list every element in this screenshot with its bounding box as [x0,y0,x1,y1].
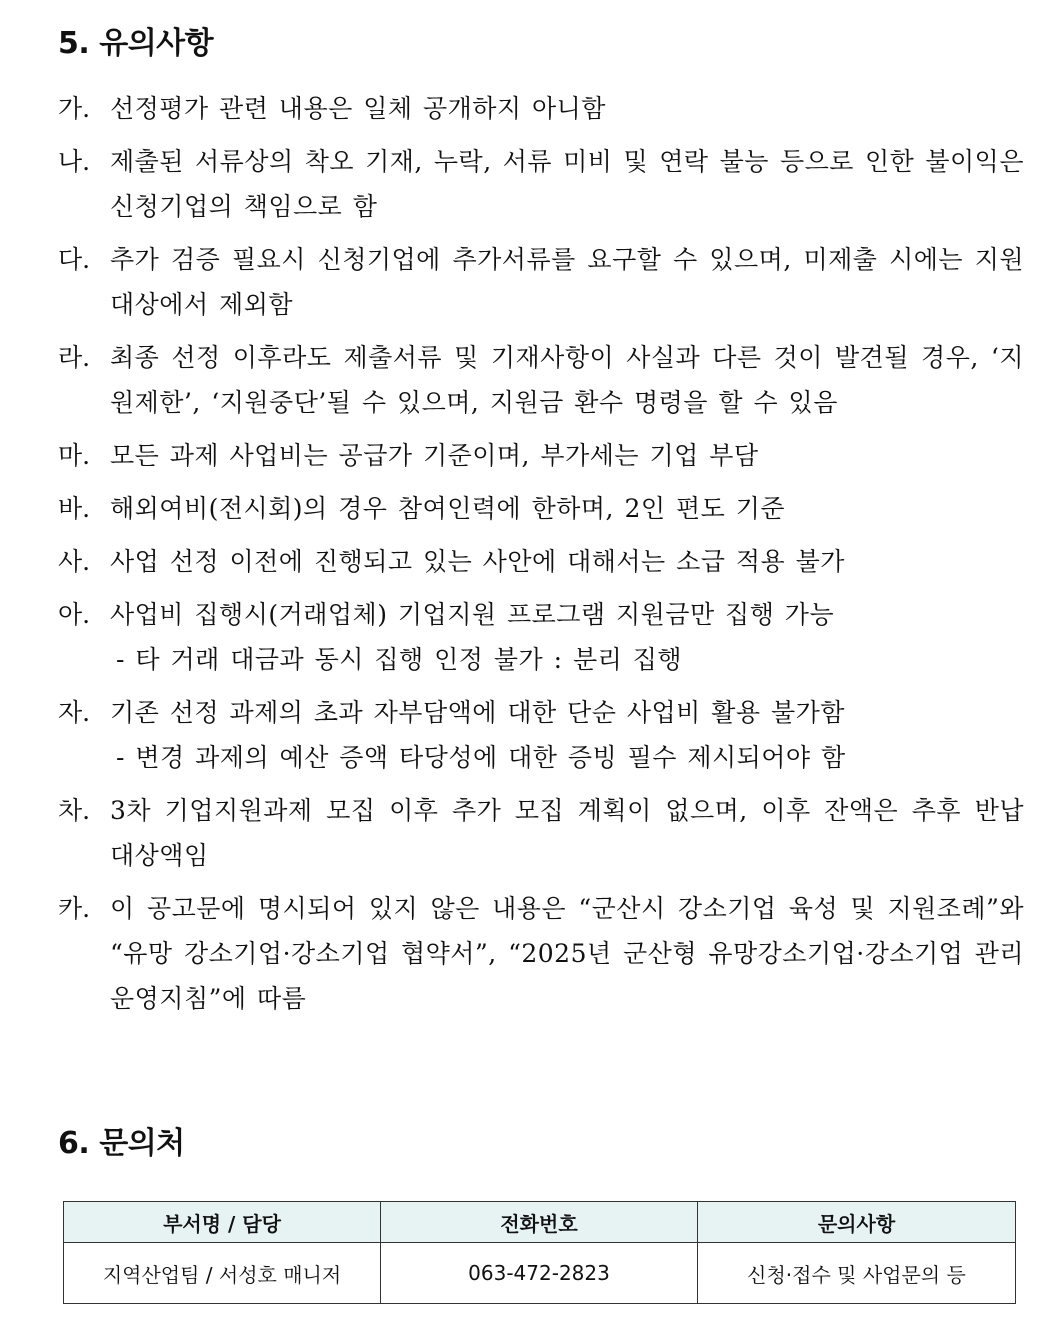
inquiry-cell: 신청·접수 및 사업문의 등 [698,1243,1016,1304]
notice-text: 기존 선정 과제의 초과 자부담액에 대한 단순 사업비 활용 불가함 [110,698,845,727]
notice-marker: 자. [58,698,91,727]
notice-list [58,86,1024,1029]
notice-text: 이 공고문에 명시되어 있지 않은 내용은 “군산시 강소기업 육성 및 지원조례”와 “유망 강소기업·강소기업 협약서”, “2025년 군산형 유망강소기업·강소기업 관리운영지침”에 따름 [110,894,1024,1013]
column-header-phone: 전화번호 [381,1202,698,1243]
column-header-inquiry: 문의사항 [698,1202,1016,1243]
notice-subtext: - 타 거래 대금과 동시 집행 인정 불가 : 분리 집행 [116,645,683,674]
column-header-department: 부서명 / 담당 [64,1202,381,1243]
notice-item [58,886,1024,1021]
notice-text: 제출된 서류상의 착오 기재, 누락, 서류 미비 및 연락 불능 등으로 인한 불이익은 신청기업의 책임으로 함 [110,147,1024,221]
notice-item [58,335,1024,425]
notice-marker: 나. [58,147,91,176]
table-row [64,1243,1016,1304]
notice-item [58,592,1024,682]
notice-marker: 마. [58,441,91,470]
notice-text: 모든 과제 사업비는 공급가 기준이며, 부가세는 기업 부담 [110,441,759,470]
notice-marker: 사. [58,547,91,576]
phone-cell: 063-472-2823 [381,1243,698,1304]
notice-item [58,139,1024,229]
notice-marker: 라. [58,343,91,372]
contact-table [63,1201,1016,1304]
notice-text: 사업비 집행시(거래업체) 기업지원 프로그램 지원금만 집행 가능 [110,600,835,629]
notice-item [58,690,1024,780]
notice-item [58,486,1024,531]
notice-item [58,86,1024,131]
section-heading-notices: 5. 유의사항 [58,26,214,61]
notice-item [58,539,1024,584]
notice-marker: 가. [58,94,91,123]
notice-marker: 아. [58,600,91,629]
department-cell: 지역산업팀 / 서성호 매니저 [64,1243,381,1304]
notice-item [58,788,1024,878]
notice-marker: 바. [58,494,91,523]
notice-text: 3차 기업지원과제 모집 이후 추가 모집 계획이 없으며, 이후 잔액은 추후 반납 대상액임 [110,796,1024,870]
notice-marker: 차. [58,796,91,825]
notice-item [58,433,1024,478]
notice-marker: 카. [58,894,91,923]
section-heading-contact: 6. 문의처 [58,1126,185,1161]
notice-text: 사업 선정 이전에 진행되고 있는 사안에 대해서는 소급 적용 불가 [110,547,845,576]
notice-text: 최종 선정 이후라도 제출서류 및 기재사항이 사실과 다른 것이 발견될 경우, ‘지원제한’, ‘지원중단’될 수 있으며, 지원금 환수 명령을 할 수 있음 [110,343,1024,417]
notice-text: 해외여비(전시회)의 경우 참여인력에 한하며, 2인 편도 기준 [110,494,785,523]
notice-text: 선정평가 관련 내용은 일체 공개하지 아니함 [110,94,606,123]
notice-subtext: - 변경 과제의 예산 증액 타당성에 대한 증빙 필수 제시되어야 함 [116,743,846,772]
notice-marker: 다. [58,245,91,274]
notice-item [58,237,1024,327]
table-header-row [64,1202,1016,1243]
notice-text: 추가 검증 필요시 신청기업에 추가서류를 요구할 수 있으며, 미제출 시에는 지원 대상에서 제외함 [110,245,1024,319]
